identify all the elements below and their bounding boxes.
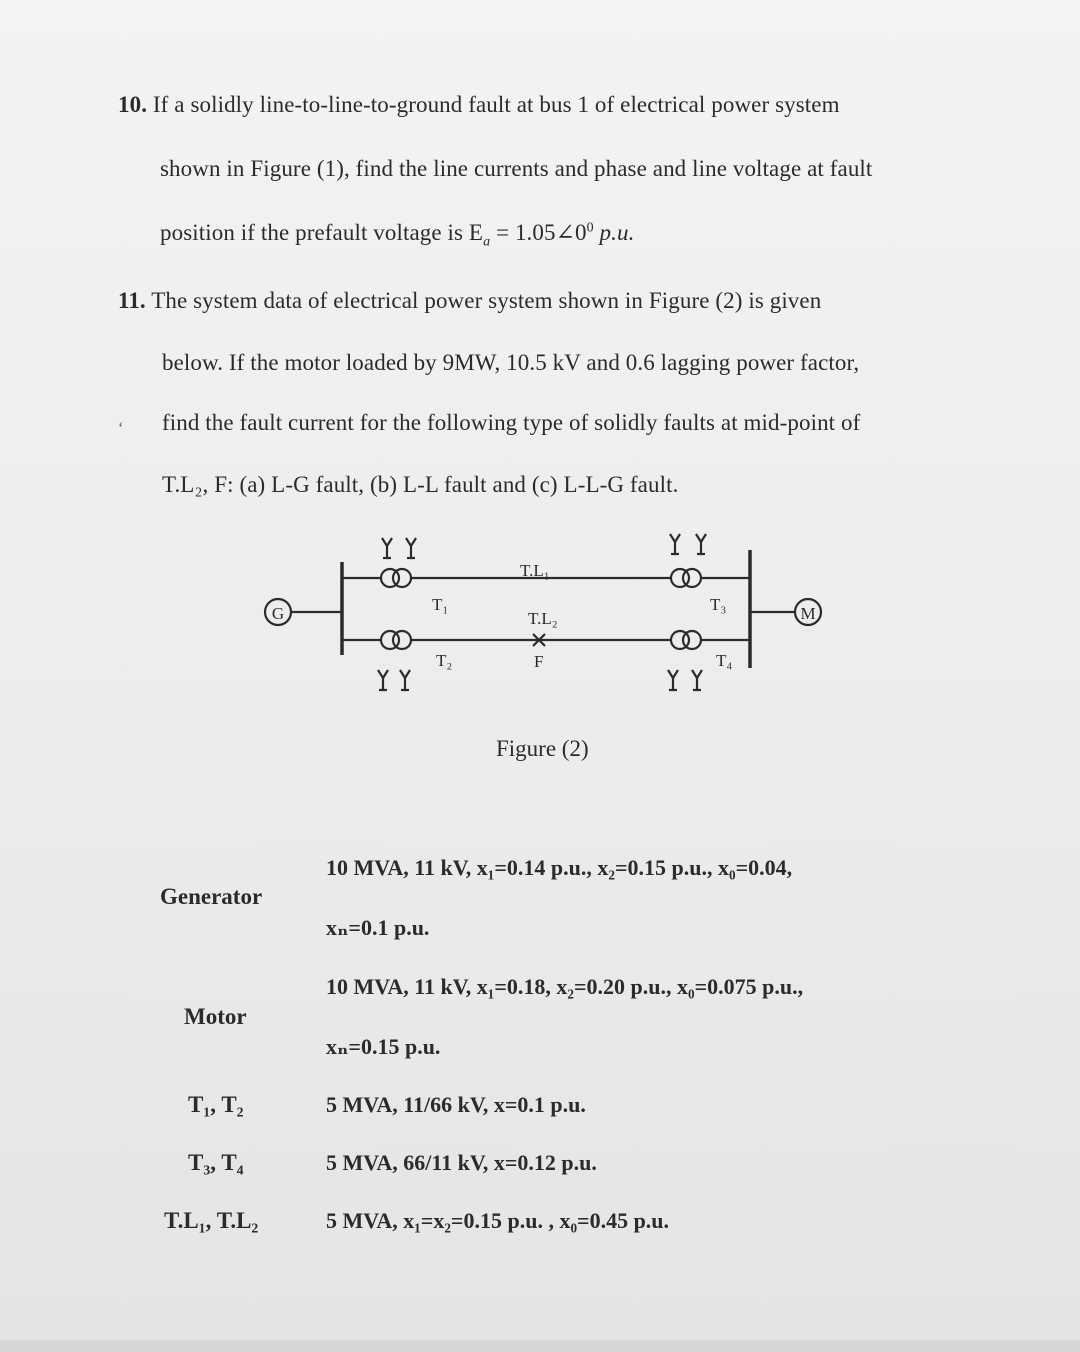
t1-label: T₁ [432, 595, 449, 614]
figure-2-diagram [250, 520, 840, 710]
gen-label: G [271, 604, 285, 623]
q10-degree: 0 [586, 220, 594, 236]
row-tl-label: T.L₁, T.L₂ [164, 1208, 259, 1233]
row-t3t4-value: 5 MVA, 66/11 kV, x=0.12 p.u. [326, 1150, 597, 1175]
q11-text-1: The system data of electrical power system shown in Figure (2) is given [151, 288, 822, 313]
row-generator-value-1: 10 MVA, 11 kV, x₁=0.14 p.u., x₂=0.15 p.u., x₀=0.04, [326, 855, 793, 880]
stray-mark: ‘ [118, 420, 124, 437]
page-bottom-edge [0, 1340, 1080, 1352]
row-tl-value: 5 MVA, x₁=x₂=0.15 p.u. , x₀=0.45 p.u. [326, 1208, 670, 1233]
q11-line3: find the fault current for the following type of solidly faults at mid-point of [162, 410, 861, 435]
row-motor-label: Motor [184, 1004, 247, 1029]
q10-text-1: If a solidly line-to-line-to-ground fault at bus 1 of electrical power system [152, 92, 840, 117]
q10-equation: = 1.05∠0 [490, 220, 587, 245]
q11-line4: T.L₂, F: (a) L-G fault, (b) L-L fault and (c) L-L-G fault. [162, 472, 679, 497]
row-motor-value-2: xₙ=0.15 p.u. [326, 1034, 441, 1059]
t2-label: T₂ [436, 651, 453, 670]
row-t1t2-value: 5 MVA, 11/66 kV, x=0.1 p.u. [326, 1092, 586, 1117]
q10-number: 10. [118, 92, 148, 117]
row-generator-value-2: xₙ=0.1 p.u. [326, 915, 430, 940]
q10-subscript: a [483, 234, 491, 250]
q11-number: 11. [118, 288, 146, 313]
q11-line1 [118, 288, 821, 314]
q10-line3 [160, 220, 634, 251]
fault-label: F [534, 652, 544, 671]
figure-caption: Figure (2) [496, 736, 589, 761]
q10-line2: shown in Figure (1), find the line currents and phase and line voltage at fault [160, 156, 873, 181]
q11-line2: below. If the motor loaded by 9MW, 10.5 kV and 0.6 lagging power factor, [162, 350, 860, 375]
q10-unit: p.u. [593, 220, 635, 245]
row-t1t2-label: T₁, T₂ [188, 1092, 244, 1117]
tl1-label: T.L₁ [520, 561, 550, 580]
row-motor-value-1: 10 MVA, 11 kV, x₁=0.18, x₂=0.20 p.u., x₀=0.075 p.u., [326, 974, 804, 999]
q10-text-3: position if the prefault voltage is E [160, 220, 484, 245]
motor-label: M [800, 604, 816, 623]
tl2-label: T.L₂ [528, 609, 558, 628]
q10-line1 [118, 92, 840, 118]
row-t3t4-label: T₃, T₄ [188, 1150, 244, 1175]
t3-label: T₃ [710, 595, 727, 614]
t4-label: T₄ [716, 651, 733, 670]
row-generator-label: Generator [160, 884, 263, 909]
